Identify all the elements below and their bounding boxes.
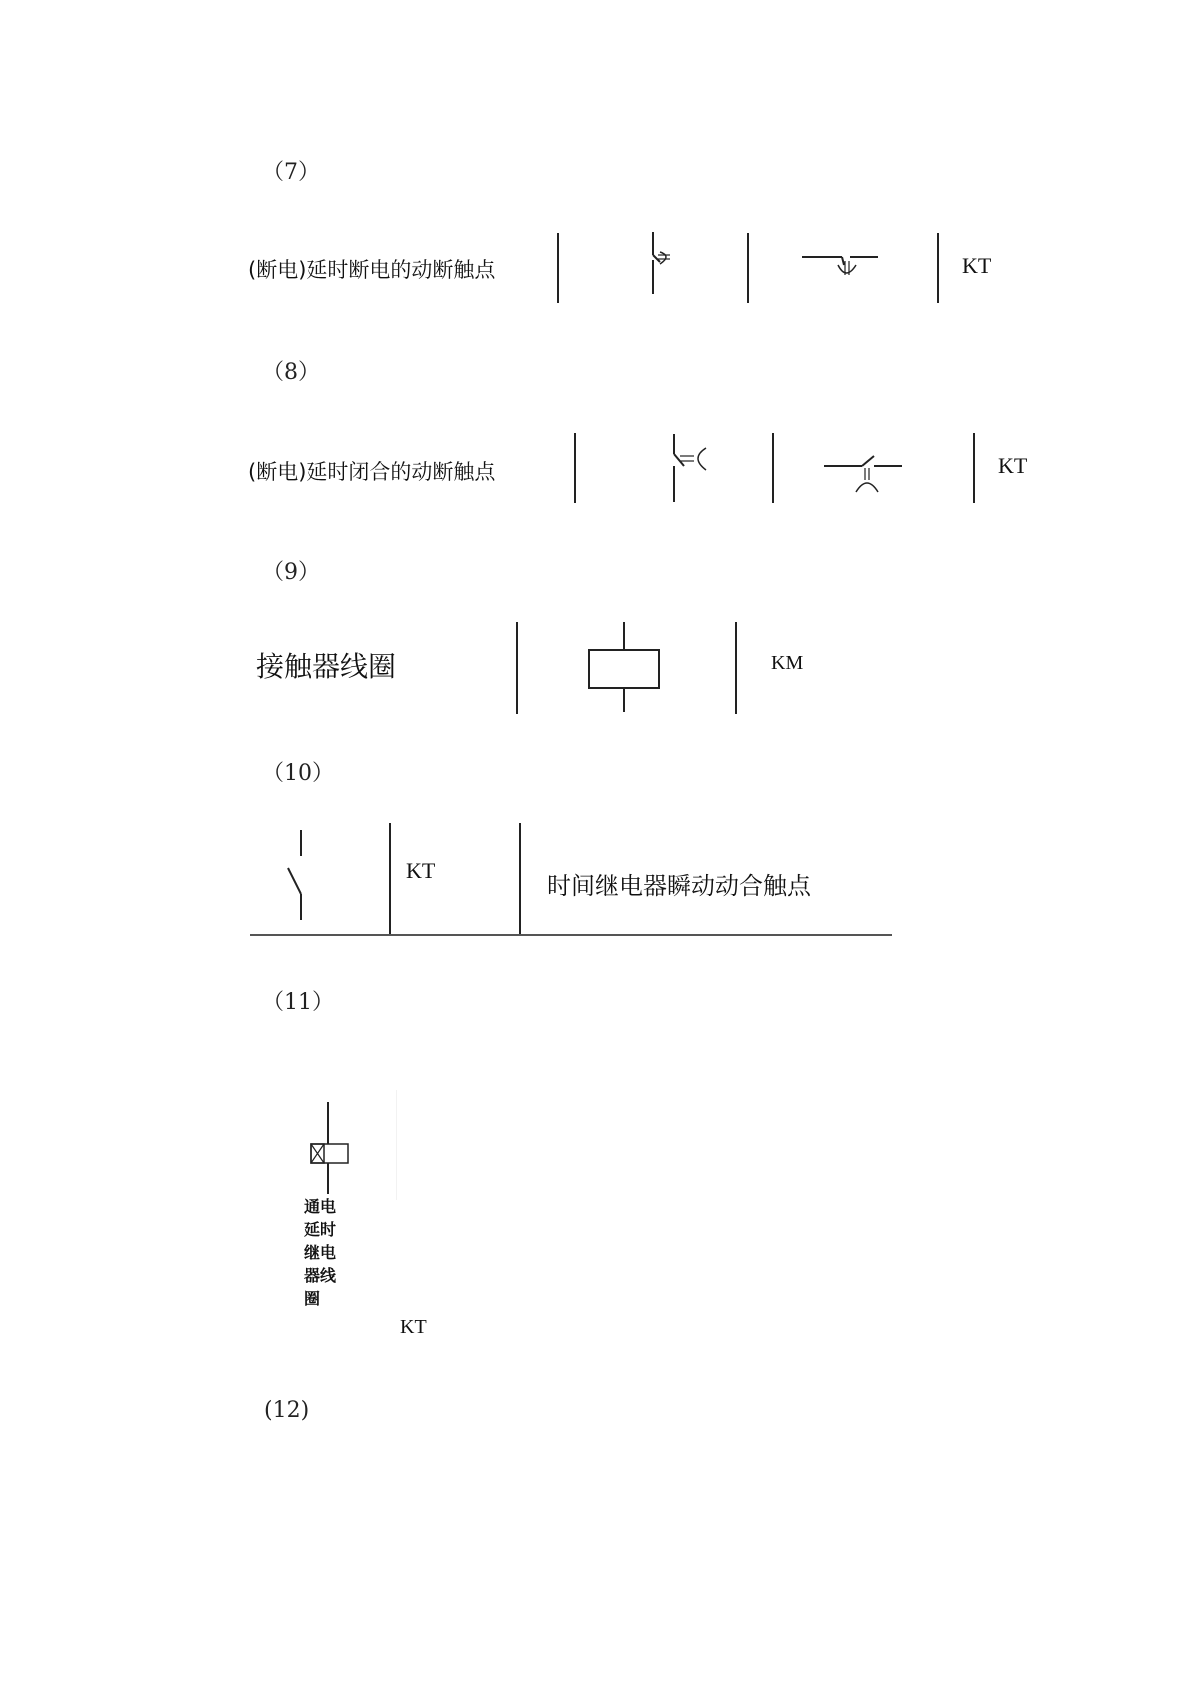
item-number: （9）: [262, 560, 320, 585]
item-code: KT: [406, 858, 436, 883]
table-divider: [735, 622, 737, 714]
table-divider: [389, 823, 391, 936]
item-description: 接触器线圈: [256, 650, 397, 683]
item-description: (断电)延时断电的动断触点: [248, 258, 496, 282]
table-divider: [973, 433, 975, 503]
instant-no-contact-icon: [282, 828, 322, 924]
item-number: （10）: [262, 761, 334, 786]
item-description: (断电)延时闭合的动断触点: [248, 460, 496, 484]
table-divider: [772, 433, 774, 503]
table-divider: [519, 823, 521, 936]
item-number: （8）: [262, 360, 320, 385]
item-code: KT: [962, 253, 992, 278]
item-number: （11）: [262, 990, 334, 1015]
table-divider: [516, 622, 518, 714]
item-code: KT: [400, 1316, 427, 1338]
item-code: KM: [771, 652, 804, 674]
table-divider: [937, 233, 939, 303]
faint-divider: [396, 1090, 397, 1200]
on-delay-relay-coil-icon: [305, 1100, 355, 1200]
table-divider: [747, 233, 749, 303]
item-code: KT: [998, 453, 1028, 478]
item-description: 通电延时继电器线圈: [304, 1197, 337, 1308]
table-divider: [574, 433, 576, 503]
item-number: (12): [264, 1398, 310, 1423]
delay-open-nc-contact-horizontal-icon: [800, 245, 890, 285]
item-description: 时间继电器瞬动动合触点: [547, 872, 811, 900]
contactor-coil-icon: [580, 620, 670, 715]
delay-close-nc-contact-horizontal-icon: [822, 452, 912, 497]
delay-open-nc-contact-vertical-icon: [620, 230, 680, 300]
table-divider: [557, 233, 559, 303]
item-number: （7）: [262, 160, 320, 185]
delay-close-nc-contact-vertical-icon: [650, 432, 720, 507]
table-bottom-rule: [250, 934, 892, 936]
